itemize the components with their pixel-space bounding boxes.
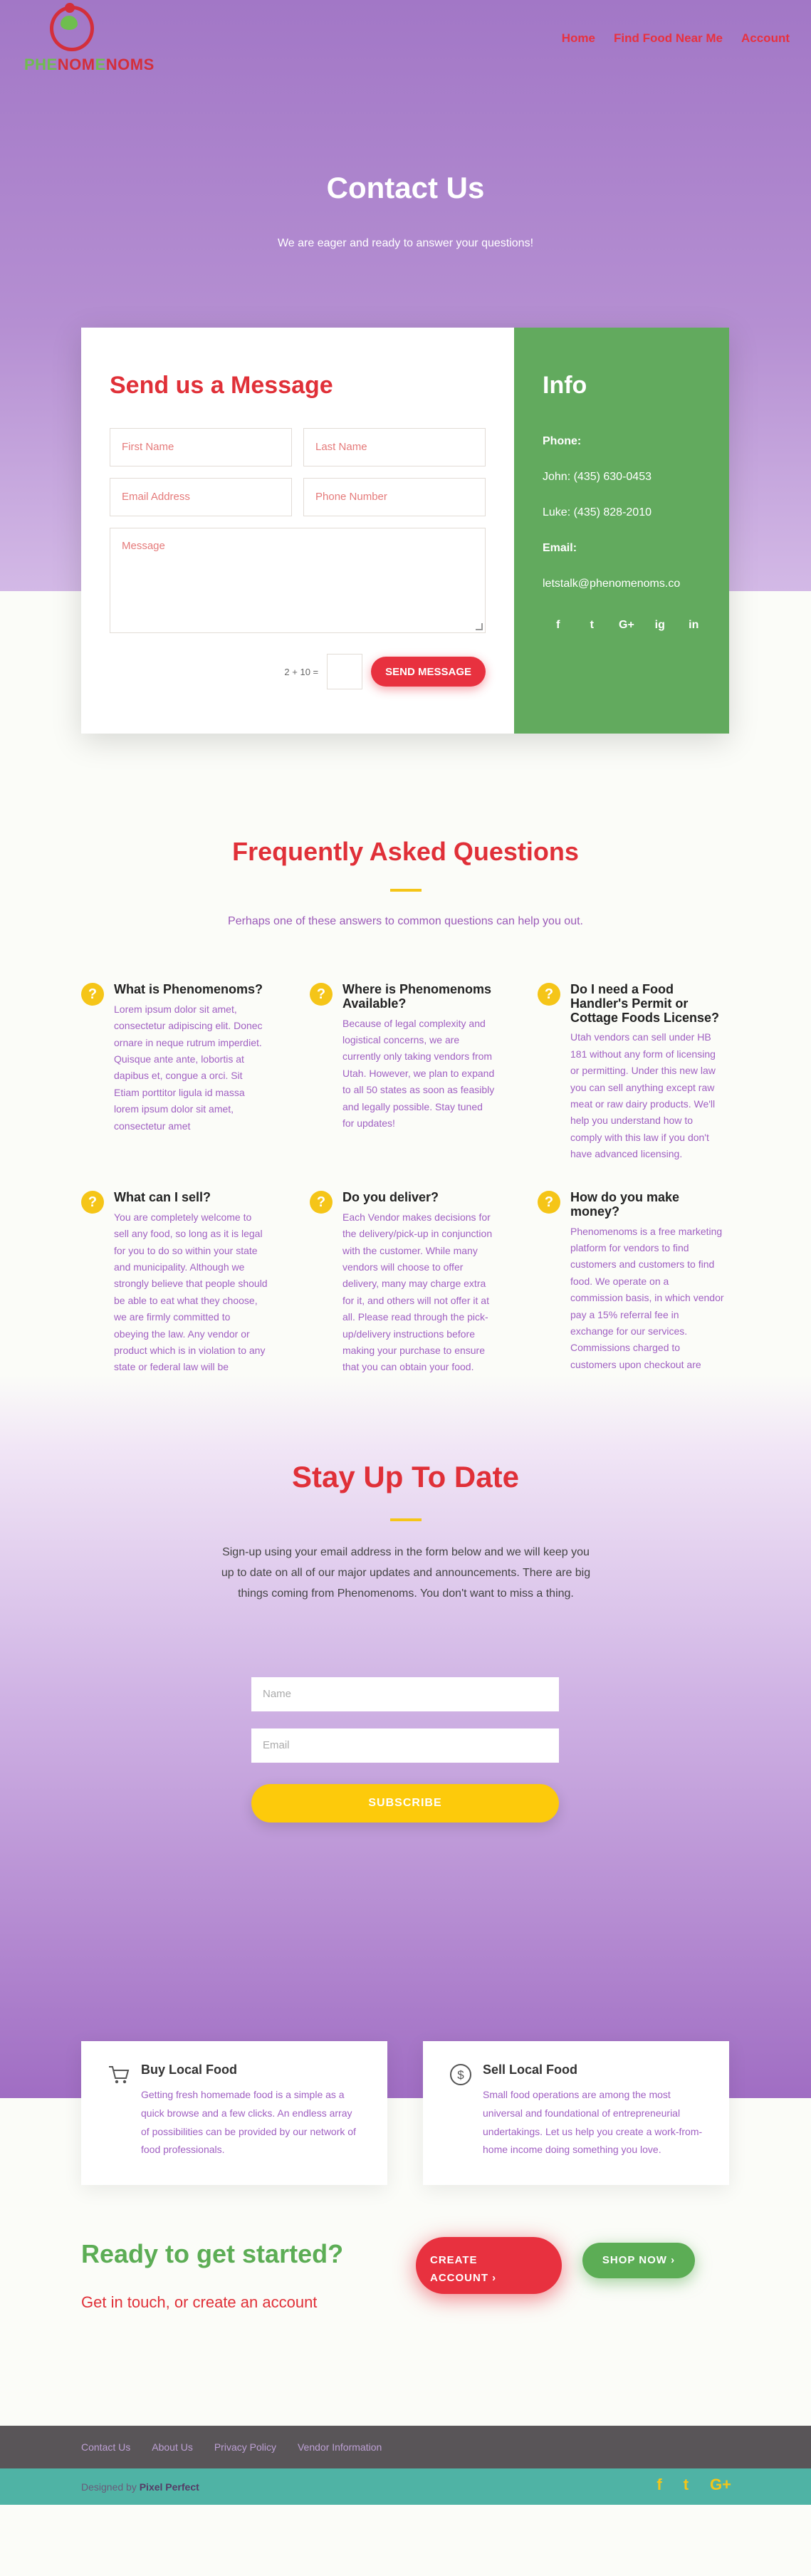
nav-find-food[interactable]: Find Food Near Me xyxy=(614,31,723,45)
contact-form-title: Send us a Message xyxy=(110,372,333,399)
phone-label: Phone: xyxy=(543,435,582,447)
faq-item xyxy=(310,983,496,1132)
question-icon: ? xyxy=(310,983,333,1006)
site-footer xyxy=(0,2426,811,2505)
linkedin-icon[interactable]: in xyxy=(689,619,699,631)
nav-account[interactable]: Account xyxy=(741,31,790,45)
instagram-icon[interactable]: ig xyxy=(654,619,665,631)
create-account-label-line1: CREATE xyxy=(430,2254,478,2266)
first-name-field[interactable]: First Name xyxy=(110,428,292,466)
cart-icon xyxy=(107,2063,131,2087)
page-subtitle: We are eager and ready to answer your questions! xyxy=(277,237,534,249)
site-header xyxy=(0,0,811,78)
faq-question: What is Phenomenoms? xyxy=(114,982,263,996)
email-label: Email: xyxy=(543,542,577,554)
footer-links xyxy=(0,2426,811,2468)
feature-text: Small food operations are among the most universal and foundational of entrepreneurial undertakings. Let us help you create a work-from-home income doing something you love. xyxy=(483,2089,703,2156)
faq-item xyxy=(81,1191,268,1392)
newsletter-text: Sign-up using your email address in the form below and we will keep you up to date on all of our major updates and announcements. There are big things coming from Phenomenoms. You don't want to miss a thing. xyxy=(221,1546,591,1600)
faq-question: How do you make money? xyxy=(570,1190,680,1219)
facebook-icon[interactable]: f xyxy=(656,2476,662,2493)
logo-text: PHENOMENOMS xyxy=(24,56,155,73)
svg-text:$: $ xyxy=(457,2068,464,2082)
footer-bottom-bar xyxy=(0,2468,811,2505)
question-icon: ? xyxy=(538,983,560,1006)
hero-section xyxy=(0,0,811,678)
contact-email[interactable]: letstalk@phenomenoms.co xyxy=(543,578,681,590)
newsletter-title: Stay Up To Date xyxy=(292,1460,519,1493)
newsletter-section xyxy=(0,1375,811,2098)
faq-item xyxy=(81,983,268,1135)
credit-link[interactable]: Pixel Perfect xyxy=(139,2481,199,2493)
send-message-button[interactable]: SEND MESSAGE xyxy=(371,657,486,687)
facebook-icon[interactable]: f xyxy=(556,619,560,631)
newsletter-email-input[interactable]: Email xyxy=(251,1728,559,1763)
captcha-row xyxy=(284,654,486,689)
dollar-icon xyxy=(449,2063,473,2087)
site-logo[interactable] xyxy=(21,6,155,77)
faq-answer: Each Vendor makes decisions for the delivery/pick-up in conjunction with the customer. While many vendors will choose to offer delivery, many may charge extra for it, and others will not offer it at all. Please read through the pick-up/delivery instructions before making your purchase to ensure that you can obtain your food. xyxy=(342,1211,493,1373)
faq-answer: Utah vendors can sell under HB 181 without any form of licensing or permitting. Under this new law you can sell anything except raw meat or raw dairy products. We'll help you understand how to comply with this law if you don't have advanced licensing. xyxy=(570,1031,716,1160)
newsletter-name-input[interactable]: Name xyxy=(251,1677,559,1711)
faq-title: Frequently Asked Questions xyxy=(232,837,579,866)
faq-divider xyxy=(390,889,422,892)
shop-now-button[interactable]: SHOP NOW › xyxy=(582,2243,695,2278)
cta-subtitle: Get in touch, or create an account xyxy=(81,2293,318,2311)
logo-leaf-icon xyxy=(61,16,78,30)
last-name-field[interactable]: Last Name xyxy=(303,428,486,466)
page-title: Contact Us xyxy=(326,171,485,204)
create-account-label-line2: ACCOUNT › xyxy=(430,2272,497,2284)
footer-link-vendor[interactable]: Vendor Information xyxy=(297,2441,382,2453)
question-icon: ? xyxy=(81,983,104,1006)
phone-field[interactable]: Phone Number xyxy=(303,478,486,516)
features-section xyxy=(0,2063,811,2426)
feature-text: Getting fresh homemade food is a simple as a quick browse and a few clicks. An endless array of possibilities can be provided by our network of food professionals. xyxy=(141,2089,356,2156)
twitter-icon[interactable]: t xyxy=(683,2476,689,2493)
footer-socials xyxy=(656,2476,731,2494)
footer-link-privacy[interactable]: Privacy Policy xyxy=(214,2441,276,2453)
feature-card-buy xyxy=(81,2041,387,2185)
contact-info-panel xyxy=(514,328,729,734)
feature-title: Buy Local Food xyxy=(141,2063,237,2077)
subscribe-button[interactable]: SUBSCRIBE xyxy=(251,1784,559,1823)
create-account-button[interactable] xyxy=(416,2237,562,2294)
faq-item xyxy=(538,983,724,1163)
feature-title: Sell Local Food xyxy=(483,2063,578,2077)
footer-link-contact[interactable]: Contact Us xyxy=(81,2441,131,2453)
faq-question: What can I sell? xyxy=(114,1190,211,1204)
question-icon: ? xyxy=(310,1191,333,1214)
footer-credit: Designed by Pixel Perfect xyxy=(81,2481,199,2493)
newsletter-divider xyxy=(390,1518,422,1521)
contact-form xyxy=(81,328,514,734)
info-socials xyxy=(543,619,701,632)
nav-home[interactable]: Home xyxy=(561,31,595,45)
logo-dot-icon xyxy=(65,3,75,13)
faq-question: Where is Phenomenoms Available? xyxy=(342,982,492,1011)
faq-answer: Because of legal complexity and logistical concerns, we are currently only taking vendors from Utah. However, we plan to expand to all 50 states as soon as feasibly and legally possible. Stay tuned for updates! xyxy=(342,1017,495,1130)
faq-subtitle: Perhaps one of these answers to common questions can help you out. xyxy=(228,915,583,927)
faq-question: Do I need a Food Handler's Permit or Cottage Foods License? xyxy=(570,982,720,1025)
main-nav xyxy=(562,31,790,46)
faq-question: Do you deliver? xyxy=(342,1190,439,1204)
faq-answer: Phenomenoms is a free marketing platform for vendors to find customers and customers to find food. We operate on a commission basis, in which vendor pay a 15% referral fee in exchange for our services. Commissions charged to customers upon checkout are xyxy=(570,1225,724,1370)
captcha-input[interactable] xyxy=(327,654,362,689)
message-textarea[interactable]: Message xyxy=(110,528,486,633)
captcha-question: 2 + 10 = xyxy=(284,666,319,677)
phone-luke[interactable]: Luke: (435) 828-2010 xyxy=(543,506,652,518)
google-plus-icon[interactable]: G+ xyxy=(619,619,634,631)
google-plus-icon[interactable]: G+ xyxy=(710,2476,731,2493)
cta-title: Ready to get started? xyxy=(81,2239,344,2268)
contact-card xyxy=(81,328,729,734)
info-title: Info xyxy=(543,372,587,399)
feature-card-sell xyxy=(423,2041,729,2185)
question-icon: ? xyxy=(81,1191,104,1214)
phone-john[interactable]: John: (435) 630-0453 xyxy=(543,471,652,483)
faq-answer: Lorem ipsum dolor sit amet, consectetur adipiscing elit. Donec ornare in neque rutrum imperdiet. Quisque ante ante, lobortis at dapibus et, congue a orci. Sit Etiam porttitor ligula id massa lorem ipsum dolor sit amet, consectetur amet xyxy=(114,1003,263,1132)
question-icon: ? xyxy=(538,1191,560,1214)
email-field[interactable]: Email Address xyxy=(110,478,292,516)
twitter-icon[interactable]: t xyxy=(590,619,594,631)
faq-answer: You are completely welcome to sell any food, so long as it is legal for you to do so within your state and municipality. Although we strongly believe that people should be able to eat what they choose, we are firmly committed to obeying the law. Any vendor or product which is in violation to any state or federal law will be xyxy=(114,1211,268,1373)
footer-link-about[interactable]: About Us xyxy=(152,2441,193,2453)
faq-item xyxy=(310,1191,496,1376)
